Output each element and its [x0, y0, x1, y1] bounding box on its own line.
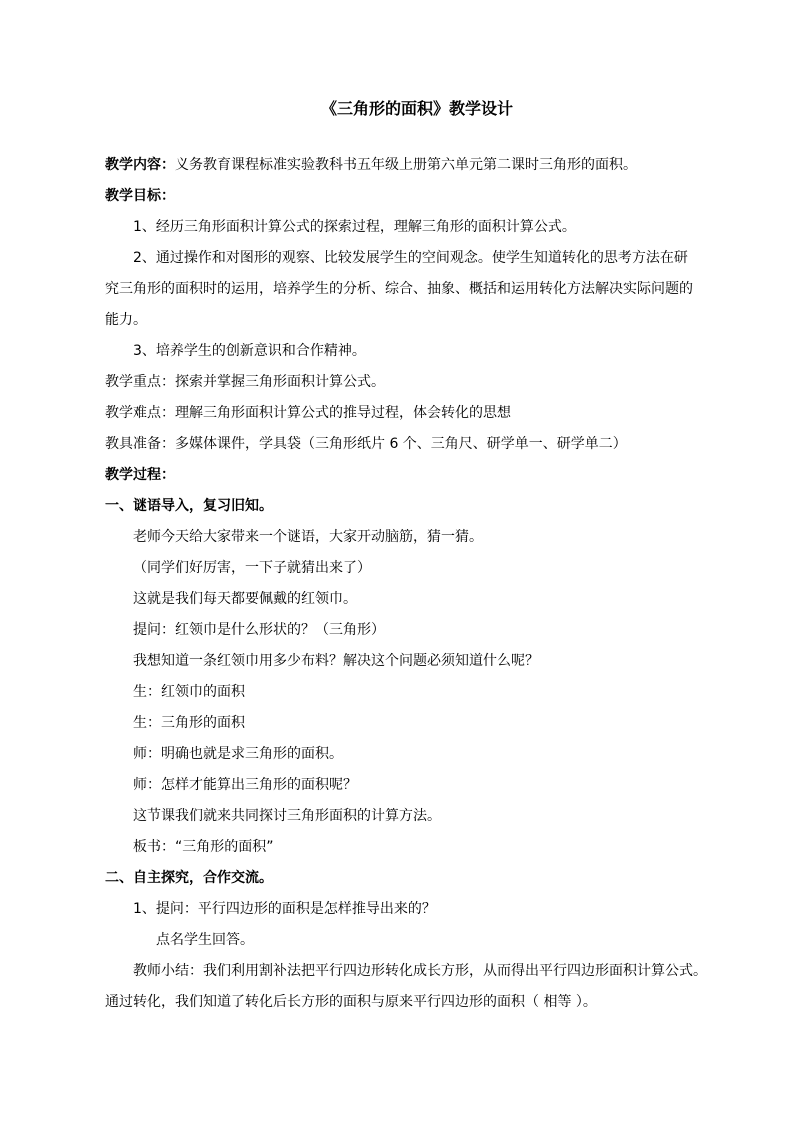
paragraph-line: 我想知道一条红领巾用多少布料？解决这个问题必须知道什么呢？ [133, 653, 539, 669]
section-heading-process: 教学过程： [105, 467, 175, 483]
document-title: 《三角形的面积》教学设计 [320, 99, 513, 118]
paragraph-line: 通过转化，我们知道了转化后长方形的面积与原来平行四边形的面积（ 相等 ）。 [105, 994, 597, 1010]
paragraph-line: 1、经历三角形面积计算公式的探索过程，理解三角形的面积计算公式。 [133, 219, 576, 235]
teaching-content-label: 教学内容： [105, 157, 175, 173]
paragraph-line: 这就是我们每天都要佩戴的红领巾。 [133, 591, 357, 607]
paragraph-line: 这节课我们就来共同探讨三角形面积的计算方法。 [133, 808, 441, 824]
paragraph-line: 生：红领巾的面积 [133, 684, 245, 700]
paragraph-line: 3、培养学生的创新意识和合作精神。 [133, 343, 366, 359]
section-heading-2: 二、自主探究，合作交流。 [105, 870, 273, 886]
paragraph-line: 究三角形的面积时的运用，培养学生的分析、综合、抽象、概括和运用转化方法解决实际问题的 [105, 281, 693, 297]
paragraph-line: 师：明确也就是求三角形的面积。 [133, 746, 343, 762]
paragraph-line: 1、提问：平行四边形的面积是怎样推导出来的？ [133, 901, 436, 917]
paragraph-line: 教学难点：理解三角形面积计算公式的推导过程，体会转化的思想 [105, 405, 511, 421]
paragraph-line: 教学重点：探索并掌握三角形面积计算公式。 [105, 374, 385, 390]
section-heading-objectives: 教学目标： [105, 188, 175, 204]
teaching-content-text: 义务教育课程标准实验教科书五年级上册第六单元第二课时三角形的面积。 [175, 157, 637, 173]
paragraph-line: 板书：“三角形的面积” [133, 839, 274, 855]
paragraph-line: （同学们好厉害，一下子就猜出来了） [133, 560, 371, 576]
paragraph-line: 能力。 [105, 312, 147, 328]
paragraph-line: 提问：红领巾是什么形状的？（三角形） [133, 622, 385, 638]
teaching-content-line [105, 156, 637, 174]
paragraph-line: 2、通过操作和对图形的观察、比较发展学生的空间观念。使学生知道转化的思考方法在研 [133, 250, 688, 266]
paragraph-line: 教师小结：我们利用割补法把平行四边形转化成长方形，从而得出平行四边形面积计算公式。 [133, 963, 707, 979]
paragraph-line: 师：怎样才能算出三角形的面积呢？ [133, 777, 357, 793]
paragraph-line: 教具准备：多媒体课件，学具袋（三角形纸片 6 个、三角尺、研学单一、研学单二） [105, 436, 627, 452]
paragraph-line: 点名学生回答。 [156, 932, 254, 948]
paragraph-line: 生：三角形的面积 [133, 715, 245, 731]
paragraph-line: 老师今天给大家带来一个谜语，大家开动脑筋，猜一猜。 [133, 529, 483, 545]
section-heading-1: 一、谜语导入，复习旧知。 [105, 498, 273, 514]
